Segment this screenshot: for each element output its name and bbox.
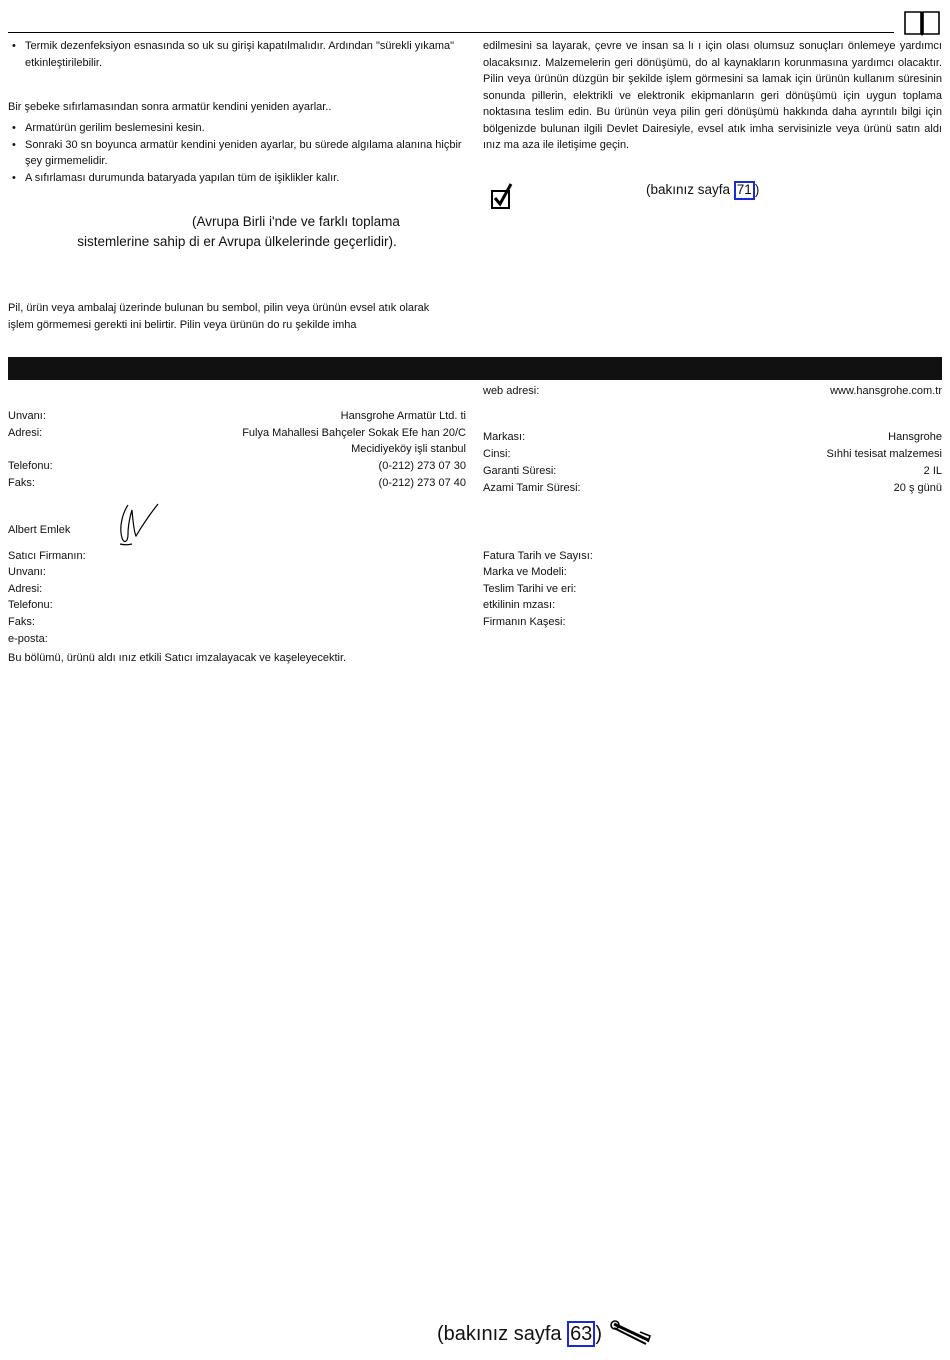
field-value: (0-212) 273 07 40 [378, 477, 466, 489]
wrench-tools-icon [610, 1320, 652, 1346]
field-value: (0-212) 273 07 30 [378, 460, 466, 472]
list-item: • Sonraki 30 sn boyunca armatür kendini yeniden ayarlar, bu sürede algılama alanına hiçbir şey girmemelidir. [8, 137, 466, 170]
field-value: Mecidiyeköy işli stanbul [351, 443, 466, 455]
seller-fax-label: Faks: [8, 616, 35, 628]
company-row [8, 475, 466, 492]
list-item: • Termik dezenfeksiyon esnasında so uk su girişi kapatılmalıdır. Ardından "sürekli yıkama" etkinleştirilebilir. [8, 38, 466, 71]
reference-close: ) [754, 182, 760, 197]
section-header-bar [8, 357, 942, 380]
invoice-label: Fatura Tarih ve Sayısı: [483, 550, 593, 562]
product-row [483, 480, 942, 497]
seller-address-label: Adresi: [8, 583, 43, 595]
eu-validity-note [8, 212, 466, 252]
field-label: Faks: [8, 477, 35, 489]
field-label: Unvanı: [8, 410, 46, 422]
website-link[interactable]: www.hansgrohe.com.tr [830, 385, 942, 397]
page-reference-63 [437, 1319, 602, 1349]
field-label: Markası: [483, 431, 526, 443]
header-rule [8, 32, 894, 33]
product-row [483, 429, 942, 446]
reset-intro: Bir şebeke sıfırlamasından sonra armatür kendini yeniden ayarlar.. [8, 101, 332, 113]
reference-text: (bakınız sayfa [437, 1323, 568, 1345]
field-value: Hansgrohe Armatür Ltd. ti [340, 410, 466, 422]
product-row [483, 383, 942, 400]
company-row [8, 408, 466, 425]
company-row [8, 441, 466, 458]
field-label: Adresi: [8, 427, 43, 439]
thermal-disinfection-list [8, 38, 466, 71]
reference-text: (bakınız sayfa [646, 182, 734, 197]
field-value: Fulya Mahallesi Bahçeler Sokak Efe han 20/C [242, 427, 466, 439]
field-label: Garanti Süresi: [483, 465, 557, 477]
field-value: Sıhhi tesisat malzemesi [826, 448, 942, 460]
eu-validity-line-2: sistemlerine sahip di er Avrupa ülkelerinde geçerlidir). [77, 234, 397, 249]
company-row [8, 425, 466, 442]
field-label: Cinsi: [483, 448, 511, 460]
signer-name: Albert Emlek [8, 524, 71, 536]
check-box-icon [491, 183, 513, 209]
authorized-signature-label: etkilinin mzası: [483, 599, 556, 611]
seller-note: Bu bölümü, ürünü aldı ınız etkili Satıcı imzalayacak ve kaşeleyecektir. [8, 652, 347, 664]
brand-model-label: Marka ve Modeli: [483, 566, 567, 578]
company-stamp-label: Firmanın Kaşesi: [483, 616, 566, 628]
delivery-label: Teslim Tarihi ve eri: [483, 583, 577, 595]
reference-close: ) [595, 1323, 602, 1345]
product-row [483, 463, 942, 480]
field-label: Azami Tamir Süresi: [483, 482, 581, 494]
disposal-symbol-text: Pil, ürün veya ambalaj üzerinde bulunan bu sembol, pilin veya ürünün evsel atık olarak işlem görmemesi gerekti ini belirtir. Pilin veya ürünün do ru şekilde imha [8, 302, 430, 331]
page-link-63[interactable]: 63 [567, 1321, 595, 1347]
signature-image [114, 500, 164, 552]
product-row [483, 446, 942, 463]
field-value: Hansgrohe [888, 431, 942, 443]
reset-steps-list [8, 120, 466, 186]
list-item: • A sıfırlaması durumunda bataryada yapılan tüm de işiklikler kalır. [8, 170, 466, 187]
field-value: 2 IL [923, 465, 942, 477]
field-label: web adresi: [483, 385, 540, 397]
list-item: • Armatürün gerilim beslemesini kesin. [8, 120, 466, 137]
seller-firm-label: Satıcı Firmanın: [8, 550, 86, 562]
eu-validity-line-1: (Avrupa Birli i'nde ve farklı toplama [192, 214, 400, 229]
disposal-instructions: edilmesini sa layarak, çevre ve insan sa lı ı için olası olumsuz sonuçları önlemeye yardımcı olacaksınız. Malzemelerin geri dönüşümü, do al kaynakların korunmasına yardımcı olacaktır. Pilin veya ürünün düzgün bir şekilde işlem görmesini sa lamak için ürünün kullanım süresinin sonunda pillerin, elektrikli ve elektronik ekipmanların geri dönüşümü için uygun toplama noktasına teslim edin. Bu ürünün veya pilin geri dönüşümü hakkında daha ayrıntılı bilgi için bölgenizde bulunan ilgili Devlet Dairesiyle, evsel atık imha servisinizle veya ürünü satın aldı ınız ma aza ile iletişime geçin. [483, 40, 942, 151]
page-reference-71 [646, 180, 759, 200]
company-row [8, 458, 466, 475]
field-label: Telefonu: [8, 460, 53, 472]
seller-email-label: e-posta: [8, 633, 48, 645]
seller-title-label: Unvanı: [8, 566, 46, 578]
seller-phone-label: Telefonu: [8, 599, 53, 611]
field-value: 20 ş günü [893, 482, 942, 494]
open-book-icon [904, 8, 940, 36]
page-link-71[interactable]: 71 [734, 181, 755, 200]
